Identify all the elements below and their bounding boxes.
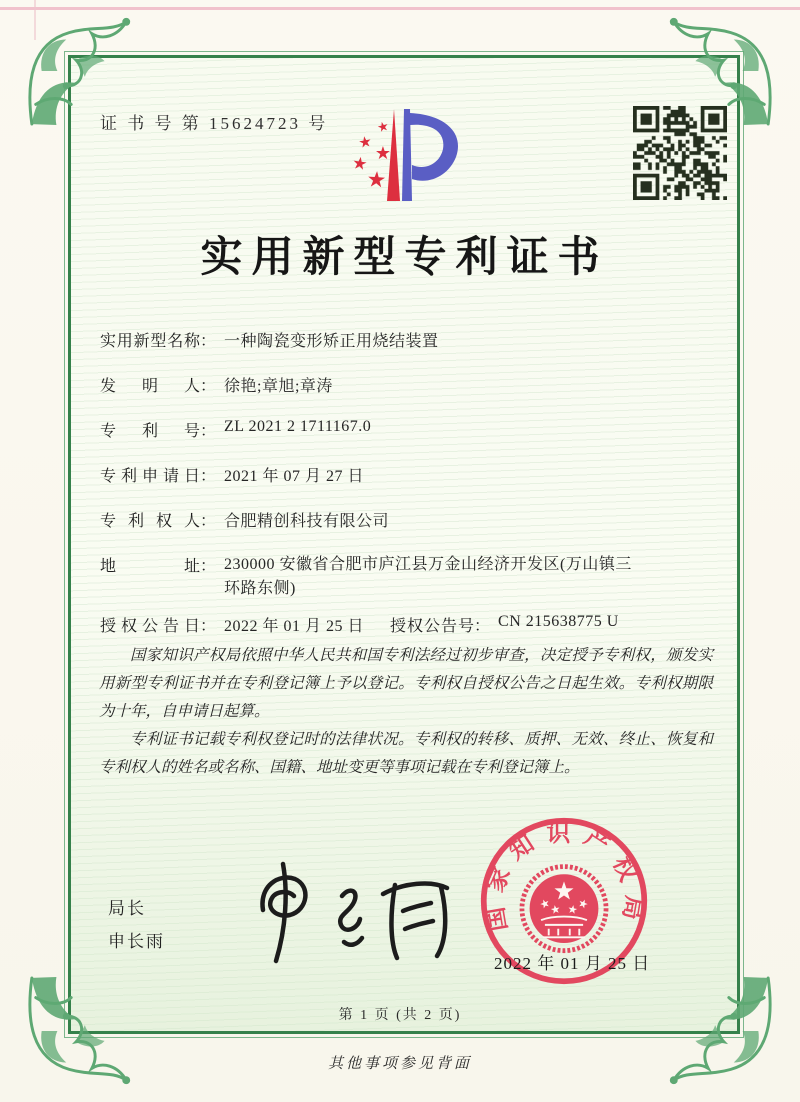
field-row-address	[100, 553, 642, 601]
field-colon: ：	[200, 513, 217, 530]
field-label: 授权公告日	[100, 618, 200, 635]
director-signature	[245, 858, 460, 966]
field-row-patentee	[100, 508, 389, 531]
field-colon: ：	[200, 333, 217, 350]
field-row-grant	[100, 613, 619, 636]
back-note: 其他事项参见背面	[327, 1056, 472, 1072]
svg-text:★: ★	[374, 143, 392, 164]
svg-text:★: ★	[375, 118, 391, 137]
field-label: 专利申请日	[100, 468, 200, 485]
grant-number-pair	[390, 613, 619, 636]
field-colon: ：	[474, 618, 491, 635]
page-indicator: 第 1 页 (共 2 页)	[338, 1008, 462, 1023]
seal-date: 2022 年 01 月 25 日	[494, 954, 651, 973]
legal-paragraph-1: 国家知识产权局依照中华人民共和国专利法经过初步审查，决定授予专利权，颁发实用新型专利证书并在专利登记簿上予以登记。专利权自授权公告之日起生效。专利权期限为十年，自申请日起算。	[99, 647, 713, 720]
director-title: 局长	[108, 899, 146, 918]
field-label: 专利号	[100, 423, 200, 440]
field-value: 合肥精创科技有限公司	[224, 513, 390, 530]
corner-ornament-bottom-left	[22, 974, 140, 1092]
field-colon: ：	[200, 558, 217, 575]
svg-text:★: ★	[365, 167, 388, 194]
field-row-filing-date	[100, 463, 364, 486]
field-row-patent-number	[100, 418, 371, 441]
field-label: 实用新型名称	[100, 333, 200, 350]
field-label: 授权公告号	[390, 618, 474, 635]
field-row-name	[100, 328, 439, 351]
field-value: 230000 安徽省合肥市庐江县万金山经济开发区(万山镇三环路东侧)	[224, 556, 632, 597]
legal-text	[99, 642, 713, 782]
svg-text:★: ★	[356, 132, 374, 153]
field-value: 徐艳;章旭;章涛	[224, 378, 333, 395]
field-colon: ：	[200, 618, 217, 635]
grant-number-value: CN 215638775 U	[498, 613, 619, 630]
field-label: 地址	[100, 558, 200, 575]
svg-text:★: ★	[350, 153, 369, 176]
field-colon: ：	[200, 423, 217, 440]
field-value: 一种陶瓷变形矫正用烧结装置	[224, 333, 439, 350]
grant-date-value: 2022 年 01 月 25 日	[224, 618, 365, 635]
qr-code	[633, 106, 727, 200]
corner-ornament-bottom-right	[660, 974, 778, 1092]
field-label: 发明人	[100, 378, 200, 395]
seal-ring-text: 国家知识产权局	[481, 820, 647, 934]
cnipa-logo-icon	[332, 103, 468, 207]
field-label: 专利权人	[100, 513, 200, 530]
field-value: 2021 年 07 月 27 日	[224, 468, 365, 485]
field-colon: ：	[200, 378, 217, 395]
field-value: ZL 2021 2 1711167.0	[224, 418, 372, 435]
director-name: 申长雨	[108, 932, 165, 951]
field-row-inventor	[100, 373, 333, 396]
certificate-title: 实用新型专利证书	[200, 235, 609, 281]
field-colon: ：	[200, 468, 217, 485]
legal-paragraph-2: 专利证书记载专利权登记时的法律状况。专利权的转移、质押、无效、终止、恢复和专利权人的姓名或名称、国籍、地址变更等事项记载在专利登记簿上。	[99, 731, 713, 776]
certificate-number: 证 书 号 第 15624723 号	[100, 114, 329, 133]
